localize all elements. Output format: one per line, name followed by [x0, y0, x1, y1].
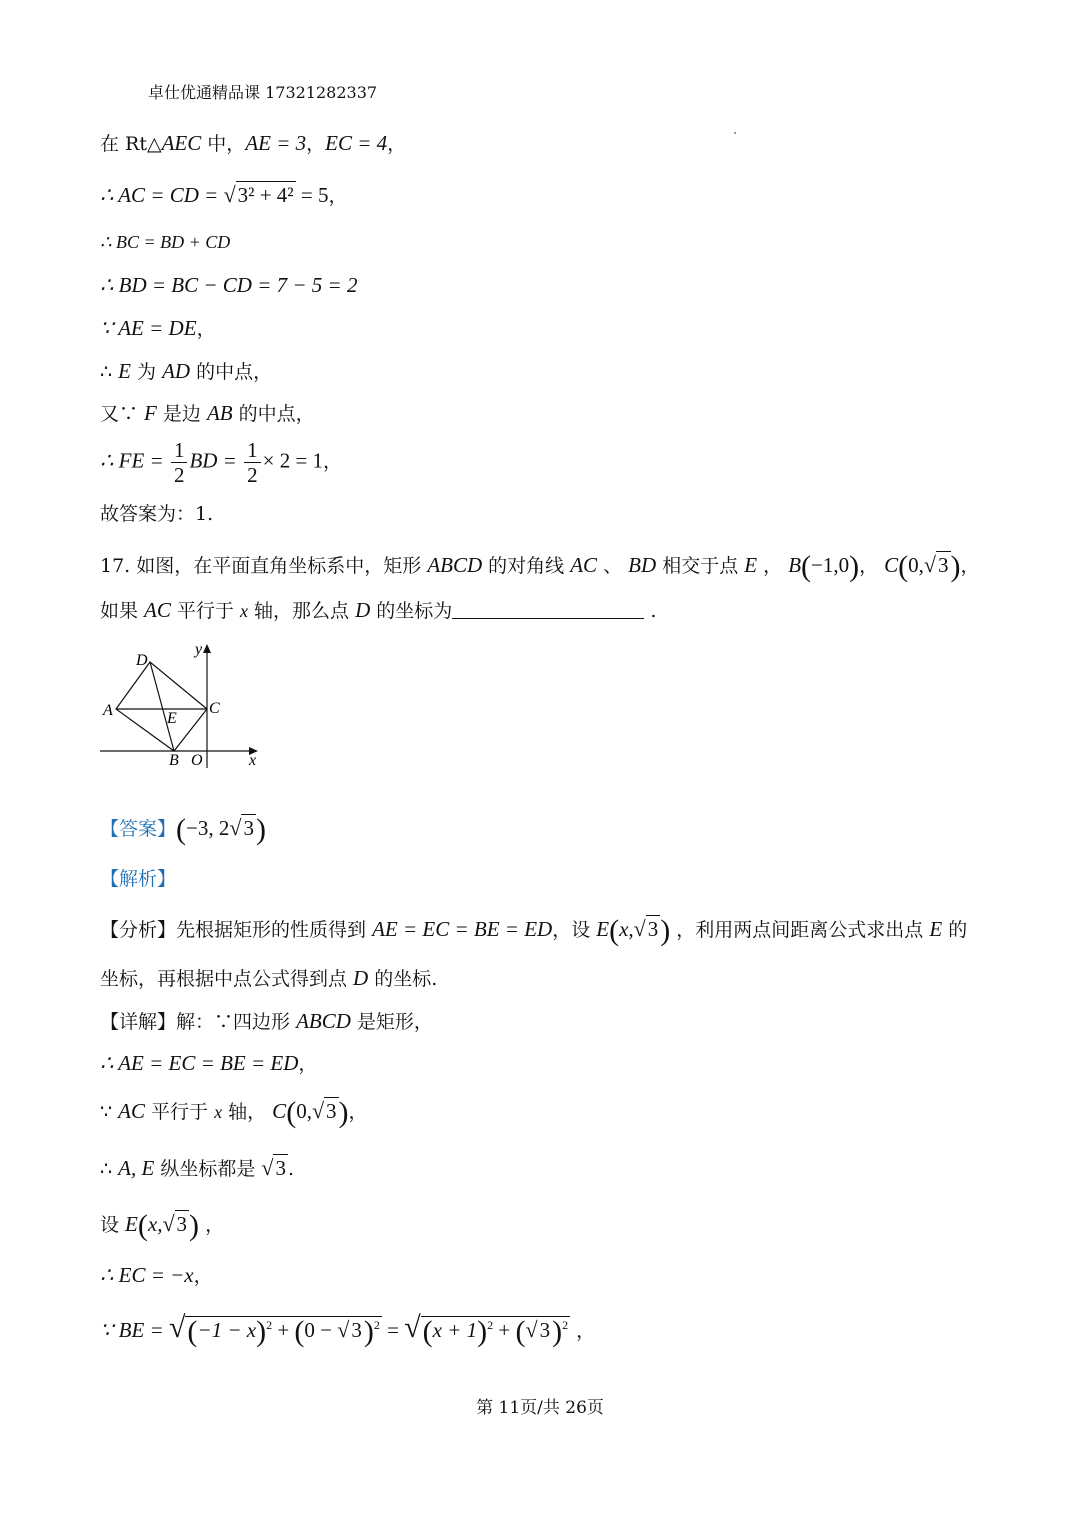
label-a: A — [103, 702, 113, 719]
fraction: $\frac{1}{2}$ — [171, 438, 188, 487]
analysis-heading: 【解析】 — [100, 868, 177, 890]
question-17-line-2: 如果 AC 平行于 x 轴，那么点 D 的坐标为 . — [100, 598, 657, 622]
question-17-line-1: 17. 如图，在平面直角坐标系中，矩形 ABCD 的对角线 AC 、 BD 相交于点 E ， B(−1,0)， C(0,√3)， — [100, 550, 980, 583]
sqrt-expression: √3² + 4² — [223, 182, 294, 207]
label-o: O — [191, 752, 203, 769]
detail-line-7: ∵ BE = $√(-1 - x)^2 + (0 - √3)^2 = √(x + 1)^2 + (√3)^2$ ， — [100, 1311, 596, 1348]
analysis-line-1: 【分析】先根据矩形的性质得到 AE = EC = BE = ED，设 E(x,√3) ，利用两点间距离公式求出点 E 的 — [100, 914, 968, 947]
text-line-f-midpoint: 又∵ F 是边 AB 的中点， — [100, 401, 315, 425]
label-x: x — [249, 752, 257, 769]
sqrt-expression: √3 — [633, 916, 659, 941]
diagonal-bd — [150, 662, 174, 751]
text-line-bc-sum: ∴ BC = BD + CD — [100, 232, 231, 252]
detail-line-1: 【详解】解：∵四边形 ABCD 是矩形， — [100, 1009, 433, 1033]
text-line-fe: ∴ FE = $\frac{1}{2}$ BD = $\frac{1}{2}$ × 2 = 1， — [100, 438, 343, 488]
sqrt-expression: $√(x + 1)^2 + (√3)^2$ — [404, 1311, 569, 1348]
sqrt-expression: √3 — [923, 552, 949, 577]
detail-line-6: ∴ EC = −x， — [100, 1263, 213, 1287]
text-line-ae-de: ∵ AE = DE， — [100, 316, 216, 340]
analysis-line-2: 坐标，再根据中点公式得到点 D 的坐标. — [100, 966, 438, 990]
text-line-e-midpoint: ∴ E 为 AD 的中点， — [100, 359, 273, 383]
text-line-bd: ∴ BD = BC − CD = 7 − 5 = 2 — [100, 273, 358, 297]
y-axis-arrow — [203, 644, 211, 653]
page-header: 卓仕优通精品课 17321282337 — [148, 83, 378, 102]
label-e: E — [167, 710, 177, 727]
sqrt-expression: √3 — [229, 815, 254, 840]
label-c: C — [209, 700, 220, 717]
text-line-answer-prev: 故答案为：1. — [100, 503, 214, 525]
label-d: D — [136, 652, 148, 669]
text-line-right-triangle: 在 Rt△AEC 中，AE = 3，EC = 4， — [100, 131, 407, 155]
fraction: $\frac{1}{2}$ — [244, 438, 261, 487]
text-line-ac-cd: ∴ AC = CD = √3² + 4² = 5， — [100, 182, 348, 207]
geometry-figure — [95, 640, 275, 770]
label-y: y — [195, 641, 203, 658]
answer-tag: 【答案】 — [100, 818, 177, 840]
sqrt-expression: $√(-1 - x)^2 + (0 - √3)^2$ — [168, 1311, 380, 1348]
sqrt-expression: √3 — [261, 1155, 286, 1180]
sqrt-expression: √3 — [311, 1098, 337, 1123]
sqrt-expression: √3 — [162, 1211, 188, 1236]
label-b: B — [169, 752, 179, 769]
scan-speck — [734, 132, 736, 134]
detail-line-3: ∵ AC 平行于 x 轴， C(0,√3)， — [100, 1096, 368, 1129]
detail-line-2: ∴ AE = EC = BE = ED， — [100, 1051, 318, 1075]
answer-line: 【答案】(−3, 2√3) — [100, 813, 266, 846]
detail-line-5: 设 E(x,√3) ， — [100, 1209, 225, 1242]
detail-line-4: ∴ A, E 纵坐标都是 √3 . — [100, 1155, 295, 1180]
answer-blank — [452, 598, 644, 619]
page-footer: 第 11页/共 26页 — [476, 1398, 604, 1418]
